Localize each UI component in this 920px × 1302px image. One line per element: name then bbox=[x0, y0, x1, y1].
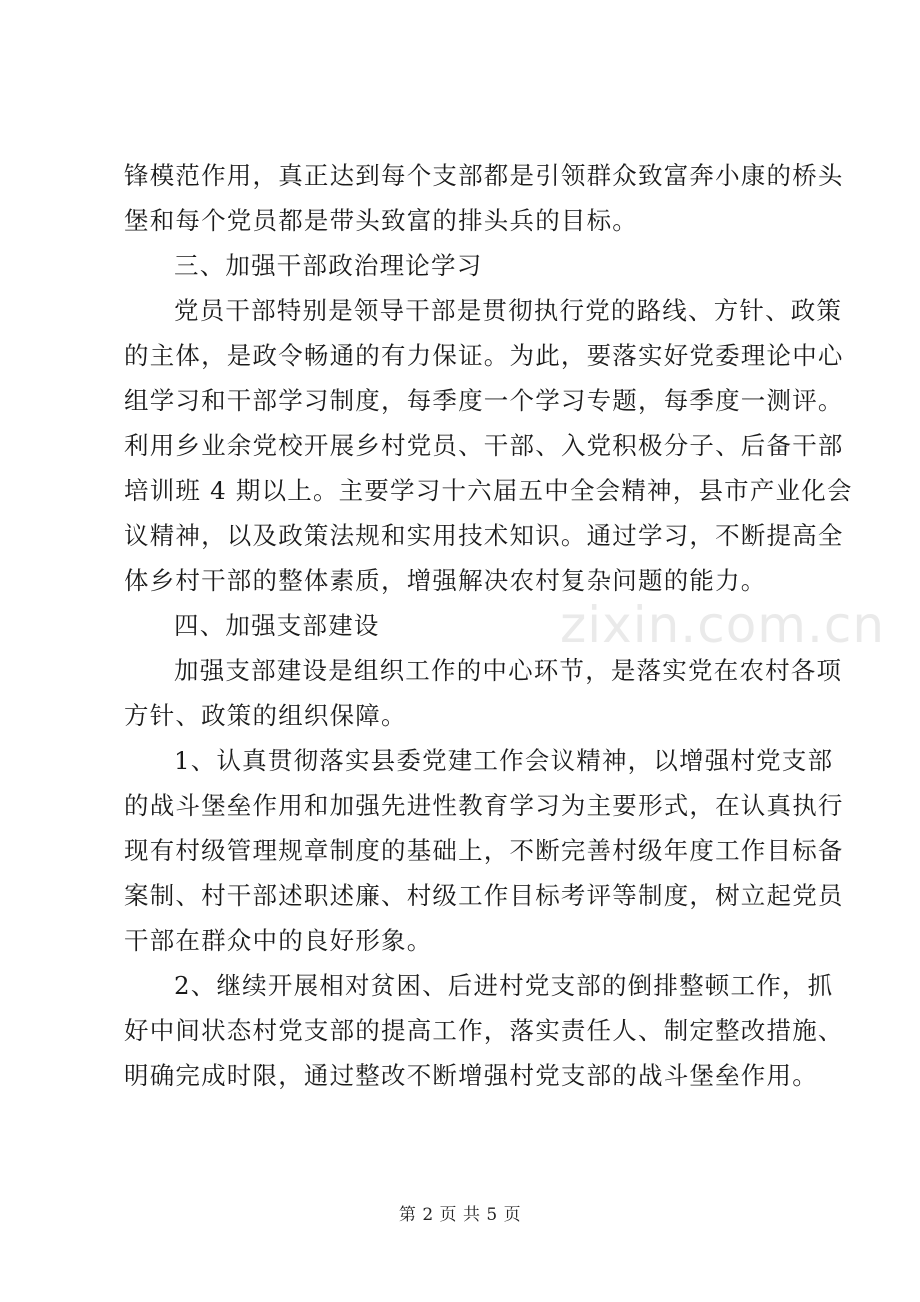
watermark: zixin.com.cn bbox=[560, 596, 886, 654]
section-heading: 四、加强支部建设 bbox=[174, 611, 380, 640]
text-line: 利用乡业余党校开展乡村党员、干部、入党积极分子、后备干部 bbox=[124, 431, 844, 460]
text-line: 堡和每个党员都是带头致富的排头兵的目标。 bbox=[124, 206, 638, 235]
text-line: 组学习和干部学习制度，每季度一个学习专题，每季度一测评。 bbox=[124, 386, 844, 415]
text-line: 的战斗堡垒作用和加强先进性教育学习为主要形式，在认真执行 bbox=[124, 791, 844, 820]
text-line: 议精神，以及政策法规和实用技术知识。通过学习，不断提高全 bbox=[124, 521, 844, 550]
text-line: 好中间状态村党支部的提高工作，落实责任人、制定整改措施、 bbox=[124, 1016, 844, 1045]
section-heading: 三、加强干部政治理论学习 bbox=[174, 251, 483, 280]
text-line: 明确完成时限，通过整改不断增强村党支部的战斗堡垒作用。 bbox=[124, 1061, 818, 1090]
paragraph-start: 党员干部特别是领导干部是贯彻执行党的路线、方针、政策 bbox=[174, 296, 843, 325]
text-line: 现有村级管理规章制度的基础上，不断完善村级年度工作目标备 bbox=[124, 836, 844, 865]
paragraph-start: 2、继续开展相对贫困、后进村党支部的倒排整顿工作，抓 bbox=[174, 971, 834, 1000]
text-line: 锋模范作用，真正达到每个支部都是引领群众致富奔小康的桥头 bbox=[124, 161, 844, 190]
paragraph-start: 1、认真贯彻落实县委党建工作会议精神，以增强村党支部 bbox=[174, 746, 834, 775]
text-line: 方针、政策的组织保障。 bbox=[124, 701, 407, 730]
text-line: 干部在群众中的良好形象。 bbox=[124, 926, 433, 955]
paragraph-start: 加强支部建设是组织工作的中心环节，是落实党在农村各项 bbox=[174, 656, 843, 685]
text-line: 体乡村干部的整体素质，增强解决农村复杂问题的能力。 bbox=[124, 566, 767, 595]
text-line: 案制、村干部述职述廉、村级工作目标考评等制度，树立起党员 bbox=[124, 881, 844, 910]
page-footer: 第 2 页 共 5 页 bbox=[398, 1205, 522, 1225]
text-line: 的主体，是政令畅通的有力保证。为此，要落实好党委理论中心 bbox=[124, 341, 844, 370]
text-line: 培训班 4 期以上。主要学习十六届五中全会精神，县市产业化会 bbox=[124, 476, 853, 505]
